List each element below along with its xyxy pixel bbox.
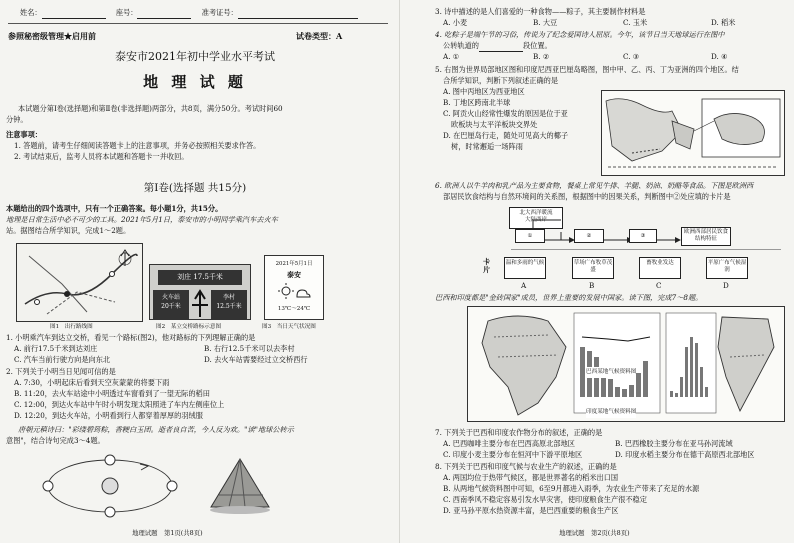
sign-right-panel — [211, 290, 247, 319]
weather-city: 泰安 — [287, 270, 301, 279]
card-c-letter: C — [656, 281, 662, 290]
q5-option-b[interactable]: B. 丁地区跨南北半球 — [443, 98, 511, 107]
route-map — [16, 243, 143, 322]
q6-stem-2: 部居民饮食结构与自然环境间的关系图，根据图中的因果关系，判断图中②处应填的卡片是 — [443, 192, 731, 201]
sign-caption: 图2 某立交桥路标示意图 — [156, 324, 222, 330]
footer-page-2: 地理试题 第2页(共8页) — [559, 529, 630, 537]
flow-step-1: ① — [515, 229, 545, 243]
card-d-letter: D — [723, 281, 729, 290]
q5-option-c-1[interactable]: C. 阿贡火山经常性爆发的原因是位于亚 — [443, 109, 568, 118]
footer-page-1: 地理试题 第1页(共8页) — [132, 529, 203, 537]
q4-stem-2-text: 公转轨道的 — [443, 41, 479, 50]
q1-option-c[interactable]: C. 汽车当前行驶方向是向东北 — [14, 355, 111, 364]
note-2: 2. 考试结束后，监考人员将本试题和答题卡一并收回。 — [14, 152, 189, 161]
cause-current-text: 北大西洋暖流 — [519, 210, 553, 216]
brazil-india-figure — [467, 306, 785, 422]
weather-date: 2021年5月1日 — [275, 261, 313, 267]
india-chart-caption: 印度某地气候资料图 — [586, 407, 636, 418]
flow-step-2: ② — [574, 229, 604, 243]
card-label: 卡片 — [483, 257, 490, 274]
q1-option-a[interactable]: A. 前行17.5千米到达刘庄 — [14, 344, 98, 353]
q8-option-c[interactable]: C. 西南季风不稳定容易引发水旱灾害，使印度粮食生产很不稳定 — [443, 495, 647, 504]
q3-option-d[interactable]: D. 稻米 — [711, 18, 736, 27]
q4-stem-3-text: 段位置。 — [522, 41, 552, 50]
weather-card — [264, 255, 324, 320]
q5-stem-2: 合所学知识，判断下列叙述正确的是 — [443, 76, 559, 85]
earth-orbit-diagram — [40, 450, 180, 522]
seat-blank — [137, 10, 191, 19]
q4-option-b[interactable]: B. ② — [533, 52, 550, 61]
q5-option-d-1[interactable]: D. 在巴厘岛行走，随处可见高大的椰子 — [443, 131, 569, 140]
result-box-diet: 欧洲西部居民饮食结构特征 — [681, 227, 731, 246]
seat-label: 座号： — [115, 8, 138, 17]
sign-right-distance: 12.5千米 — [216, 303, 242, 310]
section-1-title: 第Ⅰ卷(选择题 共15分) — [143, 182, 247, 194]
zongzi-illustration — [205, 455, 275, 517]
q7-option-c[interactable]: C. 印度小麦主要分布在恒河中下游平原地区 — [443, 450, 583, 459]
secret-level: 参照秘密级管理★启用前 — [8, 31, 96, 41]
road-sign — [149, 264, 251, 320]
sign-arrow-icon — [190, 287, 210, 319]
q3-option-a[interactable]: A. 小麦 — [443, 18, 468, 27]
cause-coast-text: 大陆西岸 — [524, 217, 547, 223]
q1-option-d[interactable]: D. 去火车站需要经过立交桥西行 — [204, 355, 308, 364]
ticket-label: 准考证号： — [201, 8, 238, 17]
paper-type: 试卷类型：A — [296, 31, 343, 41]
q4-stem-1: 4. 吃粽子是端午节的习俗，传说为了纪念爱国诗人屈原。今年，该节日当天地球运行在图中 — [435, 30, 725, 39]
flow-step-3: ③ — [629, 229, 657, 243]
q5-stem-1: 5. 右图为世界局部地区图和印度尼西亚巴厘岛略图，图中甲、乙、丙、丁为亚洲的四个地区。结 — [435, 65, 739, 74]
sign-forward: 刘庄 17.5千米 — [158, 270, 242, 285]
q2-stem: 2. 下列关于小明当日见闻可信的是 — [6, 367, 116, 376]
q2-option-b[interactable]: B. 11:20，去火车站途中小明透过车窗看到了一望无际的稻田 — [14, 389, 210, 398]
q8-option-b[interactable]: B. 从两地气候资料图中可知，6至9月都进入雨季，为农业生产带来了充足的水源 — [443, 484, 700, 493]
q4-option-c[interactable]: C. ③ — [623, 52, 640, 61]
header-rule — [8, 23, 388, 24]
notes-title: 注意事项： — [6, 130, 42, 139]
q3-option-c[interactable]: C. 玉米 — [623, 18, 648, 27]
brazil-india-drawing — [468, 307, 784, 421]
q1-stem: 1. 小明乘汽车到达立交桥，看见一个路标(图2)，他对路标的下列理解正确的是 — [6, 333, 256, 342]
intro-line-1: 本试题分第Ⅰ卷(选择题)和第Ⅱ卷(非选择题)两部分，共8页，满分50分。考试时间60 — [18, 104, 283, 113]
subject-title: 地 理 试 题 — [143, 73, 247, 91]
asia-bali-map-drawing — [602, 91, 784, 175]
page-2 — [401, 0, 794, 543]
brazil-india-intro: 巴西和印度都是"金砖国家"成员，世界上重要的发展中国家。读下图，完成7～8题。 — [435, 293, 703, 302]
note-1: 1. 答题前，请考生仔细阅读答题卡上的注意事项，并务必按照相关要求作答。 — [14, 141, 261, 150]
ticket-blank — [238, 10, 358, 19]
scenario-line-2: 站。据图结合所学知识，完成1～2题。 — [6, 226, 131, 235]
exam-title: 泰安市2021年初中学业水平考试 — [115, 50, 275, 63]
sign-left-panel — [153, 290, 189, 319]
weather-temp: 13℃～24℃ — [277, 306, 311, 312]
map-caption: 图1 出行路线图 — [50, 324, 93, 330]
intro-line-2: 分钟。 — [6, 115, 28, 124]
poem-line-2: 意图"，结合诗句完成3～4题。 — [6, 436, 105, 445]
q7-option-d[interactable]: D. 印度水稻主要分布在德干高原西北部地区 — [615, 450, 755, 459]
q2-option-a[interactable]: A. 7:30，小明起床后看到天空灰蒙蒙的将要下雨 — [14, 378, 170, 387]
q2-option-c[interactable]: C. 12:00，到达火车站中午时小明发现太阳照进了车内左侧座位上 — [14, 400, 225, 409]
brazil-chart-caption: 巴西某地气候资料图 — [586, 367, 636, 378]
name-blank — [42, 10, 106, 19]
q8-stem: 8. 下列关于巴西和印度气候与农业生产的叙述，正确的是 — [435, 462, 617, 471]
q2-option-d[interactable]: D. 12:20，到达火车站，小明看到行人都穿着厚厚的羽绒服 — [14, 411, 203, 420]
poem-line-1: 唐朝元稹诗曰："彩缕碧筠粽，香粳白玉团。逝者良自苦，今人反为欢。"读"地球公转示 — [18, 425, 294, 434]
weather-caption: 图3 当日天气状况图 — [262, 324, 316, 330]
q6-stem-1: 6. 欧洲人以牛羊肉和乳产品为主要食物，餐桌上常见牛排、羊腿、奶油、奶酪等食品。下图是欧洲西 — [435, 181, 754, 190]
q8-option-d[interactable]: D. 亚马孙平原水热资源丰富，是巴西重要的粮食生产区 — [443, 506, 619, 515]
sign-left-place: 火车站 — [161, 294, 180, 301]
q4-answer-blank[interactable] — [479, 43, 523, 52]
name-label: 姓名： — [20, 8, 42, 17]
q5-option-a[interactable]: A. 图中丙地区为西亚地区 — [443, 87, 525, 96]
q4-option-d[interactable]: D. ④ — [711, 52, 728, 61]
card-a-letter: A — [521, 281, 527, 290]
card-separator — [511, 249, 781, 250]
q5-option-c-2: 欧板块与太平洋板块交界处 — [451, 120, 538, 129]
card-b-letter: B — [589, 281, 595, 290]
sign-right-place: 李村 — [222, 294, 235, 301]
asia-bali-map — [601, 90, 785, 176]
q8-option-a[interactable]: A. 两国均位于热带气候区，都是世界著名的稻米出口国 — [443, 473, 619, 482]
q3-option-b[interactable]: B. 大豆 — [533, 18, 558, 27]
candidate-info — [20, 8, 358, 19]
q3-stem: 3. 诗中描述的是人们喜爱的一种食物——粽子，其主要制作材料是 — [435, 7, 646, 16]
sign-left-distance: 20千米 — [161, 303, 181, 310]
q7-option-a[interactable]: A. 巴西咖啡主要分布在巴西高原北部地区 — [443, 439, 575, 448]
route-map-drawing — [17, 244, 142, 321]
q4-option-a[interactable]: A. ① — [443, 52, 460, 61]
card-c[interactable]: 畜牧业发达 — [639, 257, 681, 279]
q1-option-b[interactable]: B. 右行12.5千米可以去李村 — [204, 344, 295, 353]
q7-option-b[interactable]: B. 巴西橡胶主要分布在亚马孙河流域 — [615, 439, 733, 448]
card-a[interactable]: 温和多雨的气候 — [504, 257, 546, 279]
section-1-instruction: 本题给出的四个选项中，只有一个正确答案。每小题1分，共15分。 — [6, 204, 223, 213]
q7-stem: 7. 下列关于巴西和印度农作物分布的叙述，正确的是 — [435, 428, 603, 437]
q4-stem-2 — [443, 41, 552, 52]
scenario-line-1: 地理是日常生活中必不可少的工具。2021年5月1日，泰安市的小明同学乘汽车去火车 — [6, 215, 278, 224]
q5-option-d-2: 树，时常邂逅一场阵雨 — [451, 142, 523, 151]
fold-divider — [399, 0, 400, 543]
card-d[interactable]: 平原广布气候湿润 — [706, 257, 748, 279]
card-b[interactable]: 草场广布牧草茂盛 — [572, 257, 614, 279]
sun-cloud-icon — [277, 282, 311, 300]
